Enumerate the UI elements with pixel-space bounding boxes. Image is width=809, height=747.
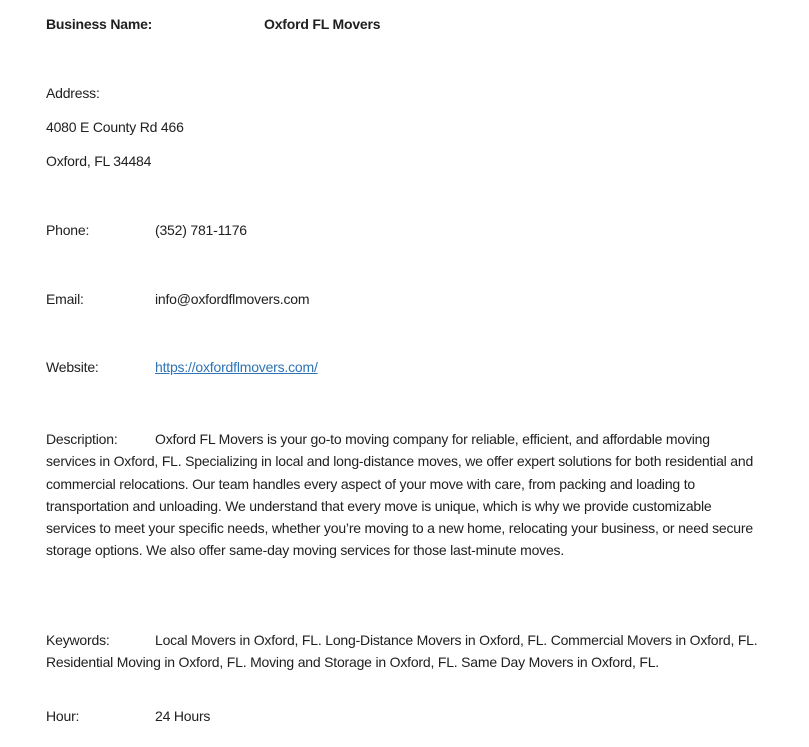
website-row — [46, 356, 763, 378]
phone-value: (352) 781-1176 — [155, 222, 247, 238]
website-label: Website: — [46, 359, 99, 375]
phone-label: Phone: — [46, 222, 90, 238]
email-value: info@oxfordflmovers.com — [155, 291, 310, 307]
email-row — [46, 288, 763, 310]
address-street: 4080 E County Rd 466 — [46, 119, 184, 135]
business-name-value: Oxford FL Movers — [264, 16, 381, 32]
business-name-row — [46, 13, 763, 35]
keywords-paragraph — [46, 629, 763, 674]
hour-row — [46, 705, 763, 727]
hour-label: Hour: — [46, 708, 80, 724]
keywords-label: Keywords: — [46, 632, 110, 648]
hour-value: 24 Hours — [155, 708, 211, 724]
description-text: Oxford FL Movers is your go-to moving company for reliable, efficient, and affordable moving services in Oxford, FL. Specializing in local and long-distance moves, we offer expert solutions for both residential and commercial relocations. Our team handles every aspect of your move with care, from packing and loading to transportation and unloading. We understand that every move is unique, which is why we provide customizable services to meet your specific needs, whether you’re moving to a new home, relocating your business, or need secure storage options. We also offer same-day moving services for those last-minute moves. — [46, 431, 754, 559]
address-city-state-zip: Oxford, FL 34484 — [46, 153, 152, 169]
address-label: Address: — [46, 85, 100, 101]
keywords-text: Local Movers in Oxford, FL. Long-Distance Movers in Oxford, FL. Commercial Movers in Oxford, FL. Residential Moving in Oxford, FL. Moving and Storage in Oxford, FL. Same Day Movers in Oxford, FL. — [46, 632, 758, 671]
business-name-label: Business Name: — [46, 16, 153, 32]
phone-row — [46, 219, 763, 241]
description-label: Description: — [46, 431, 118, 447]
website-link[interactable]: https://oxfordflmovers.com/ — [155, 359, 318, 375]
description-paragraph — [46, 428, 763, 562]
email-label: Email: — [46, 291, 84, 307]
